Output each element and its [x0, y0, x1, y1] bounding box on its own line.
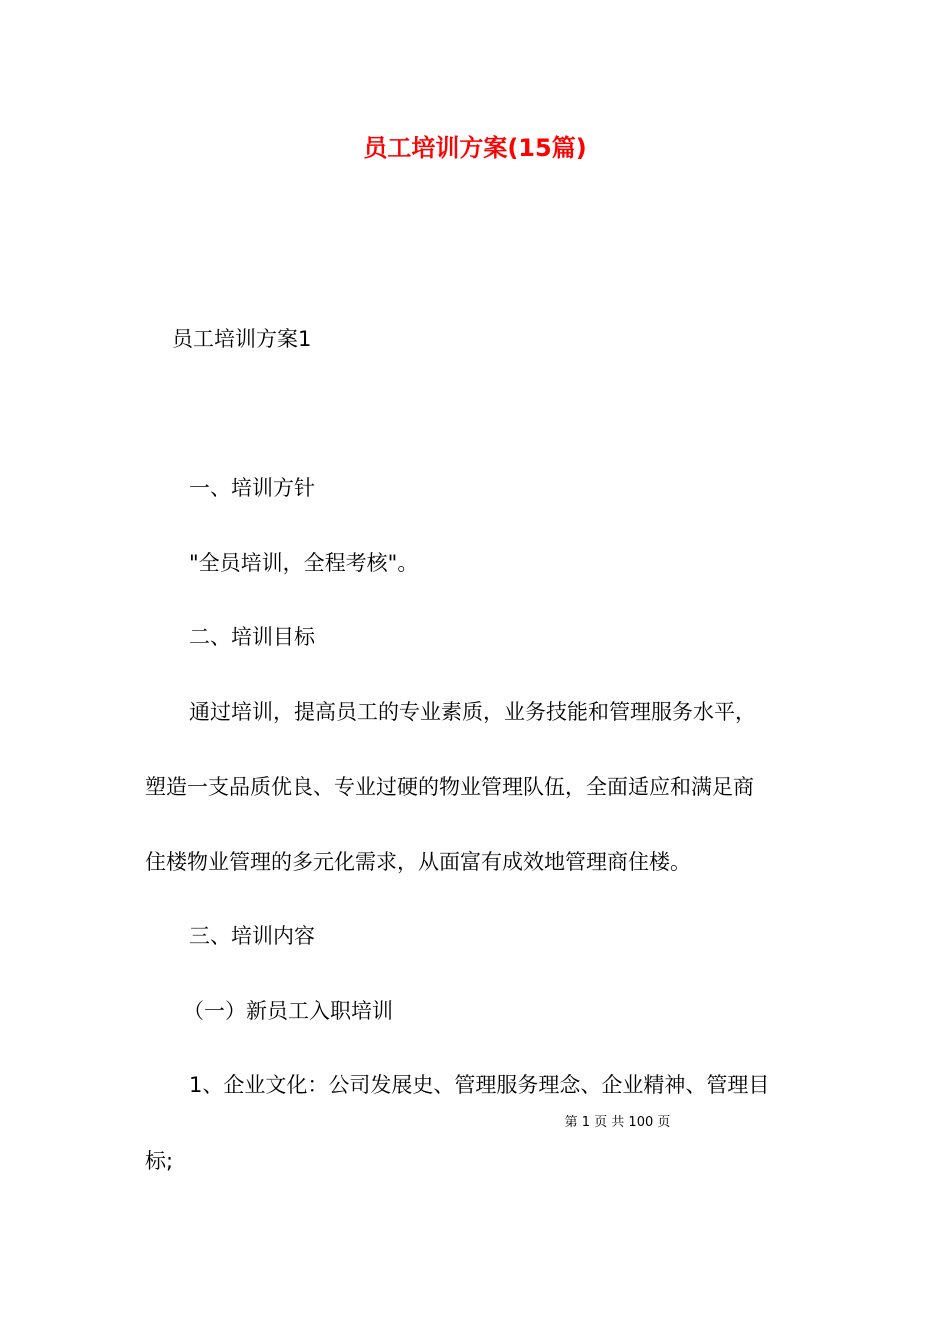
paragraph-policy-text: "全员培训，全程考核"。 — [189, 551, 419, 575]
paragraph-goal-line-1: 通过培训，提高员工的专业素质，业务技能和管理服务水平， — [189, 700, 756, 724]
heading-training-content: 三、培训内容 — [189, 924, 315, 948]
section-heading-plan-1: 员工培训方案1 — [172, 327, 312, 351]
subheading-new-employee-training: （一）新员工入职培训 — [183, 999, 393, 1023]
list-item-corporate-culture: 1、企业文化：公司发展史、管理服务理念、企业精神、管理目 — [189, 1073, 770, 1097]
page-footer: 第 1 页 共 100 页 — [564, 1115, 671, 1130]
heading-training-goal: 二、培训目标 — [189, 625, 315, 649]
document-title: 员工培训方案(15篇) — [363, 134, 587, 162]
heading-training-policy: 一、培训方针 — [189, 476, 315, 500]
list-item-continuation: 标; — [145, 1149, 174, 1173]
paragraph-goal-line-3: 住楼物业管理的多元化需求，从面富有成效地管理商住楼。 — [145, 850, 691, 874]
paragraph-goal-line-2: 塑造一支品质优良、专业过硬的物业管理队伍，全面适应和满足商 — [145, 775, 754, 799]
